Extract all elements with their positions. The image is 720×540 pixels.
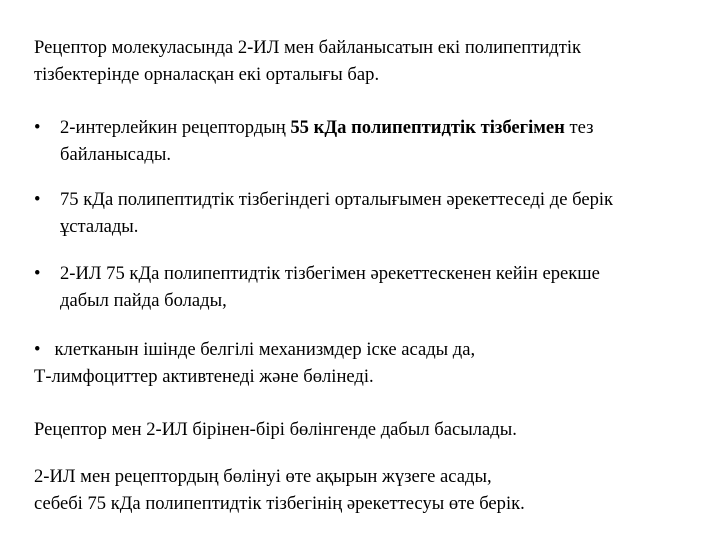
bullet-1-bold: 55 кДа полипептидтік тізбегімен xyxy=(290,117,565,138)
intro-line-1: Рецептор молекуласында 2-ИЛ мен байланысатын екі полипептидтік xyxy=(34,37,582,58)
bullet-1-line-2: байланысады. xyxy=(60,144,171,165)
bullet-4-line-1: клетканын ішінде белгілі механизмдер іске асады да, xyxy=(54,339,476,360)
intro-paragraph xyxy=(34,34,684,88)
paragraph-3-line-1: 2-ИЛ мен рецептордың бөлінуі өте ақырын жүзеге асады, xyxy=(34,466,492,487)
bullet-item-4 xyxy=(34,336,684,390)
paragraph-2-text: Рецептор мен 2-ИЛ бірінен-бірі бөлінгенде дабыл басылады. xyxy=(34,419,517,440)
paragraph-2 xyxy=(34,416,684,443)
bullet-3-line-2: дабыл пайда болады, xyxy=(60,290,227,311)
bullet-2-line-2: ұсталады. xyxy=(60,216,139,237)
bullet-text-3 xyxy=(60,260,684,314)
bullet-3-line-1: 2-ИЛ 75 кДа полипептидтік тізбегімен әрекеттескенен кейін ерекше xyxy=(60,263,600,284)
bullet-icon: • xyxy=(34,339,41,360)
bullet-4-line-2: Т-лимфоциттер активтенеді және бөлінеді. xyxy=(34,366,374,387)
bullet-1-post: тез xyxy=(564,117,594,138)
bullet-2-line-1: 75 кДа полипептидтік тізбегіндегі орталығымен әрекеттеседі де берік xyxy=(60,189,614,210)
bullet-icon: • xyxy=(34,117,41,138)
bullet-icon: • xyxy=(34,189,41,210)
paragraph-3-line-2: себебі 75 кДа полипептидтік тізбегінің әрекеттесуы өте берік. xyxy=(34,493,525,514)
bullet-text-1 xyxy=(60,114,684,168)
intro-line-2: тізбектерінде орналасқан екі орталығы бар. xyxy=(34,64,380,85)
paragraph-3 xyxy=(34,463,684,517)
bullet-text-2 xyxy=(60,186,684,240)
bullet-item-3 xyxy=(34,260,684,314)
bullet-item-2 xyxy=(34,186,684,240)
bullet-icon: • xyxy=(34,263,41,284)
bullet-item-1 xyxy=(34,114,684,168)
bullet-1-pre: 2-интерлейкин рецептордың xyxy=(60,117,291,138)
